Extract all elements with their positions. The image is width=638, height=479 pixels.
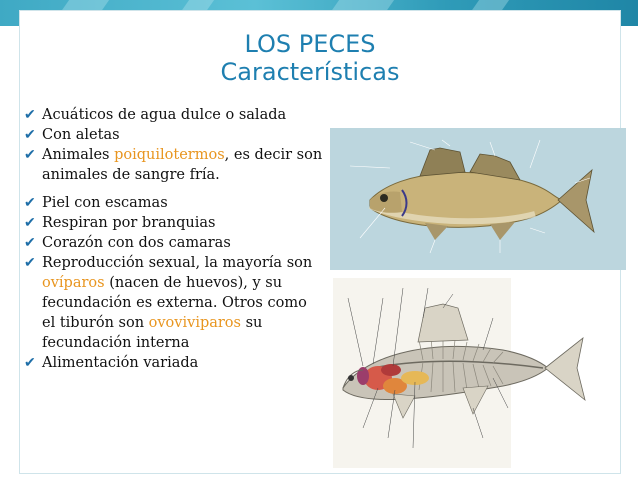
bullet-text: Corazón con dos camaras	[42, 235, 231, 251]
check-bullet-icon: ✔	[24, 195, 36, 211]
bullet-item	[24, 105, 324, 125]
highlighted-term: poiquilotermos	[114, 147, 225, 163]
highlighted-term: ovoviviparos	[148, 315, 241, 331]
slide-title	[170, 30, 450, 86]
bullet-item	[24, 353, 324, 373]
fish-internal-anatomy-image	[333, 278, 603, 470]
bullet-item	[24, 233, 324, 253]
check-bullet-icon: ✔	[24, 147, 36, 163]
title-line-1: LOS PECES	[244, 30, 376, 58]
bullet-text: (nacen de huevos), y su fecundación es externa. Otros como el tiburón son	[42, 275, 307, 331]
bullet-text: Acuáticos de agua dulce o salada	[42, 107, 287, 123]
check-bullet-icon: ✔	[24, 107, 36, 123]
bullet-text: su fecundación interna	[42, 315, 263, 351]
bullet-item	[24, 253, 324, 353]
check-bullet-icon: ✔	[24, 235, 36, 251]
check-bullet-icon: ✔	[24, 255, 36, 271]
bullet-item	[24, 213, 324, 233]
bullet-list	[24, 105, 324, 373]
bullet-text: Con aletas	[42, 127, 120, 143]
bullet-text: Animales	[42, 147, 115, 163]
bullet-text: Reproducción sexual, la mayoría son	[42, 255, 313, 271]
bullet-item	[24, 145, 324, 185]
check-bullet-icon: ✔	[24, 215, 36, 231]
fish-external-anatomy-image	[330, 128, 626, 270]
bullet-text: Alimentación variada	[42, 355, 199, 371]
bullet-item	[24, 125, 324, 145]
highlighted-term: ovíparos	[42, 275, 105, 291]
bullet-item	[24, 193, 324, 213]
bullet-text: Piel con escamas	[42, 195, 168, 211]
check-bullet-icon: ✔	[24, 355, 36, 371]
bullet-text: Respiran por branquias	[42, 215, 216, 231]
bullet-text: , es decir son animales de sangre fría.	[42, 147, 323, 183]
check-bullet-icon: ✔	[24, 127, 36, 143]
title-line-2: Características	[220, 58, 400, 86]
